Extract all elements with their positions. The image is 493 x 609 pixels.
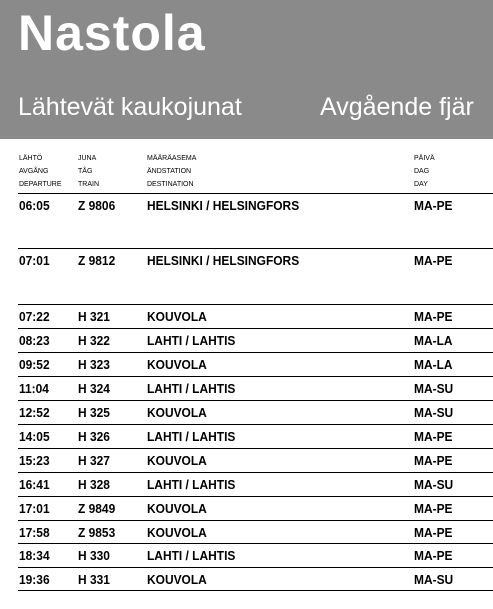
train-number: H 331 [78,572,110,587]
destination: KOUVOLA [147,309,207,324]
train-number: H 325 [78,405,110,420]
destination: KOUVOLA [147,501,207,516]
departure-time: 15:23 [19,453,50,468]
departures-table [18,0,493,609]
row-divider [18,328,493,329]
operating-days: MA-SU [414,381,454,396]
train-number: Z 9806 [78,198,116,213]
destination: KOUVOLA [147,357,207,372]
train-number: H 321 [78,309,110,324]
departure-time: 07:01 [19,253,50,268]
operating-days: MA-PE [414,253,453,268]
departure-time: 06:05 [19,198,50,213]
departure-time: 19:36 [19,572,50,587]
destination: LAHTI / LAHTIS [147,333,236,348]
departure-time: 07:22 [19,309,50,324]
row-divider [18,248,493,249]
row-divider [18,496,493,497]
row-divider [18,543,493,544]
operating-days: MA-SU [414,572,454,587]
column-header-line: DAG [414,168,430,175]
row-divider [18,400,493,401]
departure-time: 14:05 [19,429,50,444]
destination: KOUVOLA [147,525,207,540]
operating-days: MA-SU [414,477,454,492]
departure-time: 16:41 [19,477,50,492]
operating-days: MA-LA [414,333,453,348]
destination: LAHTI / LAHTIS [147,477,236,492]
column-header-line: TÅG [78,168,93,175]
destination: KOUVOLA [147,453,207,468]
train-number: Z 9853 [78,525,116,540]
operating-days: MA-PE [414,309,453,324]
row-divider [18,304,493,305]
subtitle-swedish: Avgående fjär [320,93,474,121]
column-header-line: JUNA [78,155,97,162]
column-header-line: ÄNDSTATION [147,168,192,175]
train-number: H 323 [78,357,110,372]
row-divider [18,472,493,473]
train-number: H 328 [78,477,110,492]
destination: LAHTI / LAHTIS [147,548,236,563]
column-header-line: LÄHTÖ [19,155,43,162]
destination: LAHTI / LAHTIS [147,429,236,444]
departure-time: 18:34 [19,548,50,563]
train-number: H 330 [78,548,110,563]
destination: HELSINKI / HELSINGFORS [147,198,300,213]
station-name: Nastola [18,5,206,61]
column-header-line: DESTINATION [147,181,194,188]
row-divider [18,376,493,377]
departure-time: 09:52 [19,357,50,372]
train-number: Z 9849 [78,501,116,516]
row-divider [18,193,493,194]
operating-days: MA-PE [414,453,453,468]
destination: KOUVOLA [147,572,207,587]
departure-time: 08:23 [19,333,50,348]
row-divider [18,520,493,521]
train-number: H 326 [78,429,110,444]
departure-time: 11:04 [19,381,49,396]
column-header-line: TRAIN [78,181,99,188]
subtitle-finnish: Lähtevät kaukojunat [18,93,242,121]
train-number: H 327 [78,453,110,468]
departure-time: 12:52 [19,405,50,420]
destination: KOUVOLA [147,405,207,420]
departure-time: 17:01 [19,501,50,516]
train-number: Z 9812 [78,253,116,268]
row-divider [18,352,493,353]
operating-days: MA-PE [414,198,453,213]
column-header-line: MÄÄRÄASEMA [147,155,197,162]
row-divider [18,448,493,449]
row-divider [18,424,493,425]
operating-days: MA-SU [414,405,454,420]
table-bottom-divider [18,590,493,591]
operating-days: MA-LA [414,357,453,372]
operating-days: MA-PE [414,501,453,516]
column-header-line: AVGÅNG [19,168,49,175]
train-number: H 324 [78,381,110,396]
train-number: H 322 [78,333,110,348]
column-header-line: DAY [414,181,428,188]
operating-days: MA-PE [414,548,453,563]
column-header-line: PÄIVÄ [414,155,435,162]
operating-days: MA-PE [414,429,453,444]
row-divider [18,567,493,568]
departure-time: 17:58 [19,525,50,540]
destination: HELSINKI / HELSINGFORS [147,253,300,268]
operating-days: MA-PE [414,525,453,540]
column-header-line: DEPARTURE [19,181,62,188]
destination: LAHTI / LAHTIS [147,381,236,396]
